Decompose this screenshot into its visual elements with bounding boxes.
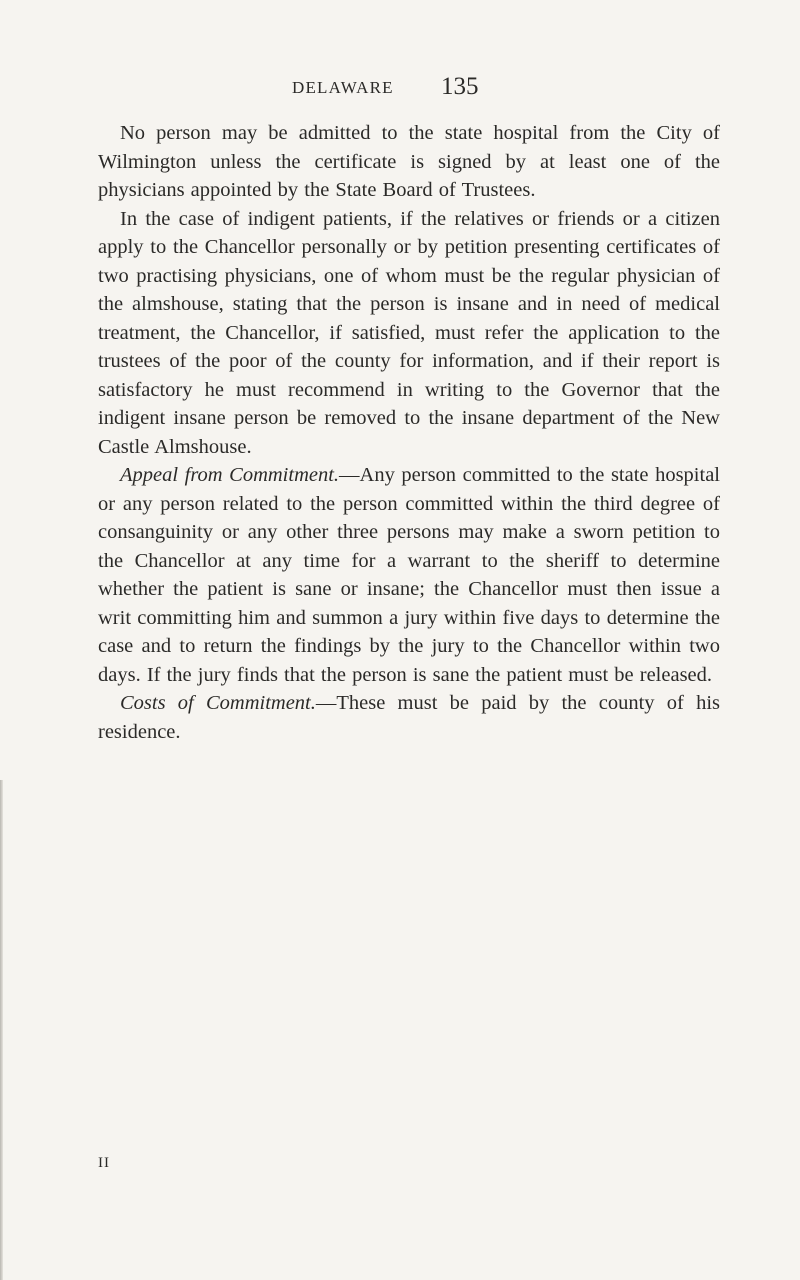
section-heading: Costs of Commitment. — [120, 692, 316, 714]
page-edge-shadow — [0, 780, 3, 1280]
paragraph — [98, 689, 720, 746]
running-head: DELAWARE — [292, 78, 394, 97]
section-heading: Appeal from Commitment. — [120, 464, 340, 486]
page-header — [0, 73, 800, 106]
paragraph — [98, 119, 720, 205]
paragraph-text: No person may be admitted to the state hospital from the City of Wilmington unless the certificate is signed by at least one of the physicians appointed by the State Board of Trustees. — [98, 122, 720, 201]
paragraph-text: —These must be paid by the county of his residence. — [98, 692, 720, 743]
paragraph — [98, 205, 720, 462]
paragraph — [98, 461, 720, 689]
paragraph-text: In the case of indigent patients, if the relatives or friends or a citizen apply to the Chancellor personally or by petition presenting certificates of two practising physicians, one of whom must be the regular physician of the almshouse, stating that the person is insane and in need of medical treatment, the Chancellor, if satisfied, must refer the application to the trustees of the poor of the county for information, and if their report is satisfactory he must recommend in writing to the Governor that the indigent insane person be removed to the insane department of the New Castle Almshouse. — [98, 207, 720, 458]
body-text — [98, 119, 720, 746]
signature-mark: II — [98, 1155, 110, 1171]
paragraph-text: —Any person committed to the state hospital or any person related to the person committed within the third degree of consanguinity or any other three persons may make a sworn petition to the Chancellor at any time for a warrant to the sheriff to determine whether the patient is sane or insane; the Chancellor must then issue a writ committing him and summon a jury within five days to determine the case and to return the findings by the jury to the Chancellor within two days. If the jury finds that the person is sane the patient must be released. — [98, 464, 720, 686]
page-number: 135 — [441, 73, 479, 100]
